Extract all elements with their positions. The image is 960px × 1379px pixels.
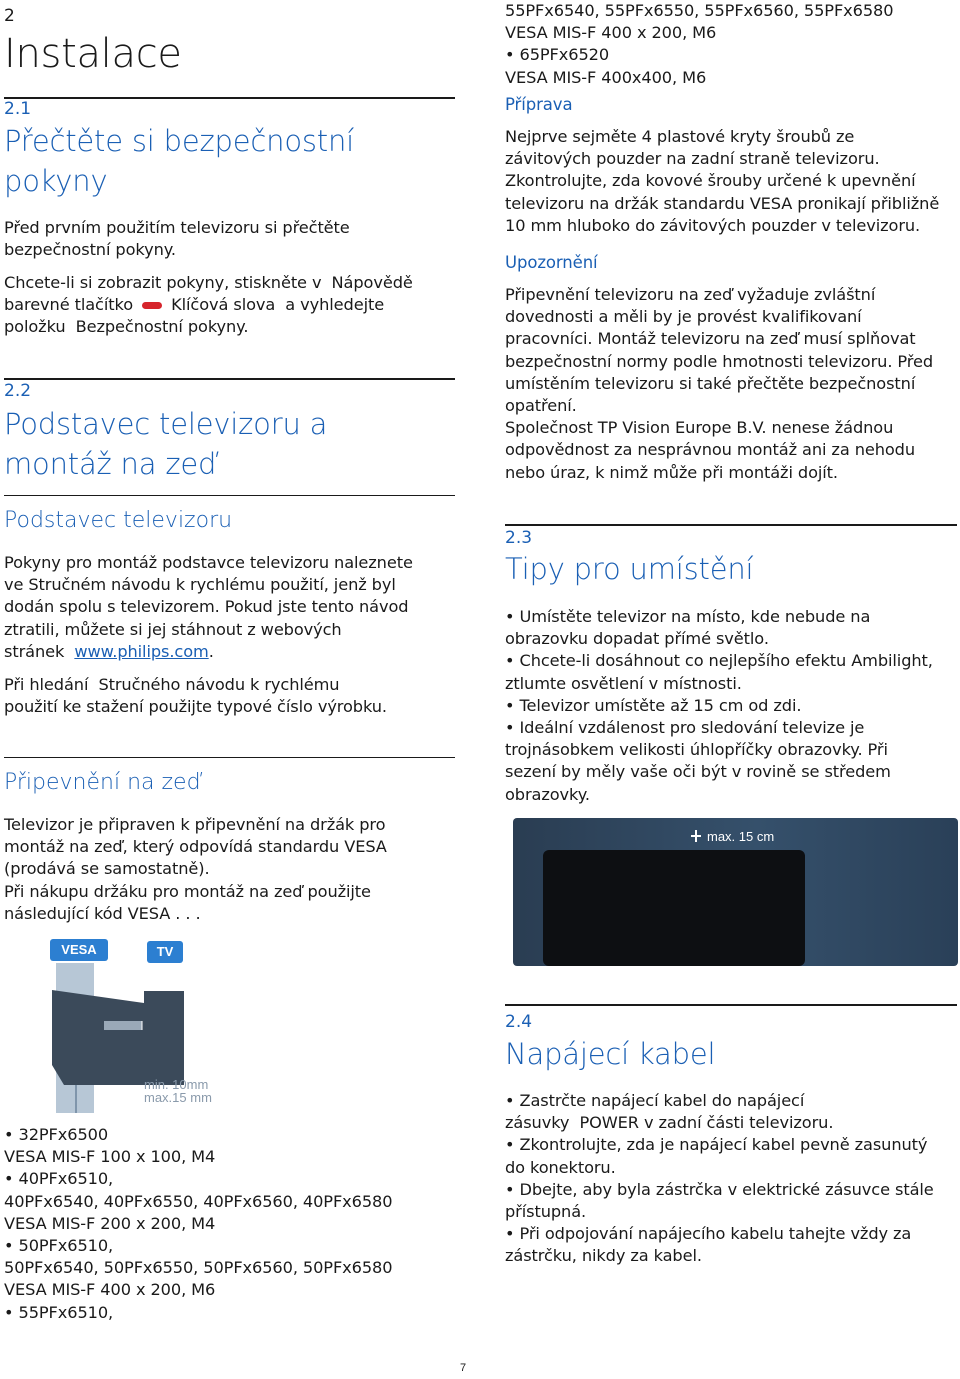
chapter-title: Instalace: [4, 31, 182, 77]
text-line: [4, 696, 387, 718]
wall-mount-title: Připevnění na zeď: [4, 770, 201, 795]
text: ke stažení použijte typové číslo výrobku.: [62, 697, 387, 717]
section-divider: [4, 97, 455, 99]
list-item: • 32PFx6500: [4, 1125, 109, 1144]
text: zásuvky: [505, 1113, 570, 1133]
text-line: [4, 272, 413, 294]
list-item: VESA MIS-F 400x400, M6: [505, 67, 707, 87]
list-item: • Při odpojování napájecího kabelu tahejte vždy za: [505, 1224, 912, 1244]
text-line: odpovědnost za nesprávnou montáž ani za nehodu: [505, 440, 916, 460]
text-line: dodán spolu s televizorem. Pokud jste tento návod: [4, 597, 409, 617]
preparation-title: Příprava: [505, 95, 573, 114]
list-item: • 40PFx6510,: [4, 1169, 114, 1189]
help-paragraph: [4, 272, 413, 339]
text-line: [4, 294, 413, 316]
list-item: 40PFx6540, 40PFx6550, 40PFx6560, 40PFx6580: [4, 1191, 393, 1211]
list-item: • 55PFx6510,: [4, 1302, 114, 1322]
text-line: [4, 674, 387, 696]
section-2-1-title: [4, 121, 354, 201]
text-line: Pokyny pro montáž podstavce televizoru naleznete: [4, 553, 413, 572]
stand-title: Podstavec televizoru: [4, 508, 233, 533]
list-item: VESA MIS-F 200 x 200, M4: [4, 1213, 216, 1233]
vesa-models-list-continued: [505, 0, 893, 89]
text: barevné tlačítko: [4, 295, 134, 315]
list-item: • Zkontrolujte, zda je napájecí kabel pevně zasunutý: [505, 1135, 928, 1155]
power-cable-list: [505, 1090, 934, 1268]
list-item: • Zastrčte napájecí kabel do napájecí: [505, 1091, 805, 1110]
text: Při hledání: [4, 675, 89, 694]
text-line: 10 mm hluboko do závitových pouzder v televizoru.: [505, 215, 921, 235]
quick-guide-reference: Stručného návodu k rychlému: [98, 675, 340, 694]
list-item: • Chcete-li dosáhnout co nejlepšího efektu Ambilight,: [505, 651, 933, 671]
text-line: opatření.: [505, 396, 577, 416]
tv-wall-distance-illustration: [513, 818, 958, 966]
text-line: Společnost TP Vision Europe B.V. nenese žádnou: [505, 418, 894, 438]
text: Chcete-li si zobrazit pokyny, stiskněte v: [4, 273, 322, 292]
chapter-number: 2: [4, 6, 15, 26]
text-line: max.15 mm: [144, 1090, 212, 1105]
title-line: pokyny: [4, 164, 108, 198]
text-line: bezpečnostní normy podle hmotnosti televizoru. Před: [505, 351, 934, 371]
text-line: Zkontrolujte, zda kovové šrouby určené k upevnění: [505, 171, 916, 191]
list-item: přístupná.: [505, 1202, 587, 1222]
screw-depth-note: [144, 1078, 212, 1104]
text-line: (prodává se samostatně).: [4, 859, 210, 879]
text-line: [4, 316, 413, 338]
list-item: VESA MIS-F 400 x 200, M6: [4, 1280, 216, 1300]
list-item: trojnásobkem velikosti úhlopříčky obrazovky. Při: [505, 740, 888, 760]
text: položku: [4, 317, 66, 337]
list-item: • Televizor umístěte až 15 cm od zdi.: [505, 695, 802, 715]
text-line: Před prvním použitím televizoru si přečtěte: [4, 218, 350, 237]
text-line: Připevnění televizoru na zeď vyžaduje zvláštní: [505, 285, 876, 304]
safety-reference: Bezpečnostní pokyny.: [75, 317, 249, 337]
title-line: Přečtěte si bezpečnostní: [4, 124, 354, 158]
list-item: do konektoru.: [505, 1157, 616, 1177]
distance-label: max. 15 cm: [707, 829, 775, 844]
tv: [543, 850, 805, 966]
list-item: • Umístěte televizor na místo, kde nebude na: [505, 607, 871, 626]
red-color-key-icon: [142, 302, 162, 309]
text-line: umístěním televizoru si také přečtěte bezpečnostní: [505, 373, 916, 393]
list-item: VESA MIS-F 400 x 200, M6: [505, 23, 717, 43]
text-line: [4, 641, 413, 663]
keywords-reference: Klíčová slova: [171, 295, 276, 315]
title-line: Podstavec televizoru a: [4, 407, 328, 441]
warning-title: Upozornění: [505, 253, 598, 272]
section-2-3-number: 2.3: [505, 528, 533, 548]
quick-guide-reference: použití: [4, 697, 58, 717]
list-item: 55PFx6540, 55PFx6550, 55PFx6560, 55PFx6580: [505, 1, 894, 20]
subsection-divider: [4, 757, 455, 758]
list-item: [505, 1112, 934, 1134]
stand-paragraph: [4, 552, 413, 663]
text-line: závitových pouzder na zadní straně televizoru.: [505, 149, 880, 169]
section-2-2-number: 2.2: [4, 381, 32, 401]
list-item: • 65PFx6520: [505, 45, 610, 65]
title-line: montáž na zeď: [4, 447, 217, 481]
text-line: min. 10mm: [144, 1077, 209, 1092]
tv-back-panel: [52, 990, 184, 1085]
text-line: bezpečnostní pokyny.: [4, 240, 176, 260]
text-line: pracovníci. Montáž televizoru na zeď musí splňovat: [505, 329, 916, 349]
placement-tips-list: [505, 606, 933, 806]
section-2-4-number: 2.4: [505, 1012, 533, 1032]
section-divider: [4, 378, 455, 380]
warning-paragraph: [505, 284, 933, 484]
section-2-1-number: 2.1: [4, 99, 32, 119]
text: a vyhledejte: [285, 295, 385, 315]
text-line: následující kód VESA . . .: [4, 903, 201, 923]
text: v zadní části televizoru.: [644, 1113, 834, 1133]
text-line: ve Stručném návodu k rychlému použití, jenž byl: [4, 575, 396, 595]
power-connector-label: POWER: [579, 1113, 639, 1133]
text-line: ztratili, můžete si jej stáhnout z webových: [4, 619, 342, 639]
list-item: ztlumte osvětlení v místnosti.: [505, 673, 742, 693]
philips-link[interactable]: www.philips.com: [74, 641, 209, 661]
page-number: 7: [460, 1362, 467, 1374]
list-item: obrazovky.: [505, 784, 590, 804]
text-line: montáž na zeď, který odpovídá standardu VESA: [4, 837, 387, 857]
text-line: televizoru na držák standardu VESA pronikají přibližně: [505, 193, 940, 213]
wall-mount-paragraph: [4, 814, 387, 925]
text: stránek: [4, 641, 65, 661]
screw-depth-illustration: [4, 935, 254, 1115]
subsection-divider: [4, 495, 455, 496]
screw: [104, 1021, 142, 1030]
stand-search-paragraph: [4, 674, 387, 718]
text-line: Při nákupu držáku pro montáž na zeď použijte: [4, 881, 371, 901]
vesa-screw-diagram: [4, 935, 254, 1115]
text-line: dovednosti a měli by je provést kvalifikovaní: [505, 307, 862, 327]
section-2-4-title: Napájecí kabel: [505, 1037, 716, 1071]
preparation-paragraph: [505, 126, 939, 237]
section-divider: [505, 1004, 957, 1006]
tv-label: TV: [147, 941, 183, 963]
text: .: [208, 641, 214, 661]
list-item: zástrčku, nikdy za kabel.: [505, 1246, 702, 1266]
text-line: Nejprve sejměte 4 plastové kryty šroubů ze: [505, 127, 855, 146]
list-item: VESA MIS-F 100 x 100, M4: [4, 1147, 216, 1167]
list-item: • Dbejte, aby byla zástrčka v elektrické zásuvce stále: [505, 1179, 934, 1199]
vesa-models-list: [4, 1124, 392, 1324]
text-line: Televizor je připraven k připevnění na držák pro: [4, 815, 386, 834]
section-2-3-title: Tipy pro umístění: [505, 552, 754, 586]
list-item: 50PFx6540, 50PFx6550, 50PFx6560, 50PFx6580: [4, 1258, 393, 1278]
list-item: sezení by měly vaše oči být v rovině se středem: [505, 762, 891, 782]
intro-paragraph: [4, 217, 350, 261]
help-reference: Nápovědě: [331, 273, 413, 292]
vesa-label: VESA: [50, 939, 108, 961]
section-divider: [505, 524, 957, 526]
section-2-2-title: [4, 404, 327, 484]
list-item: obrazovku dopadat přímé světlo.: [505, 629, 769, 649]
list-item: • 50PFx6510,: [4, 1236, 114, 1256]
text-line: nebo úraz, k nimž může při montáži dojít.: [505, 462, 838, 482]
list-item: • Ideální vzdálenost pro sledování televize je: [505, 718, 865, 738]
